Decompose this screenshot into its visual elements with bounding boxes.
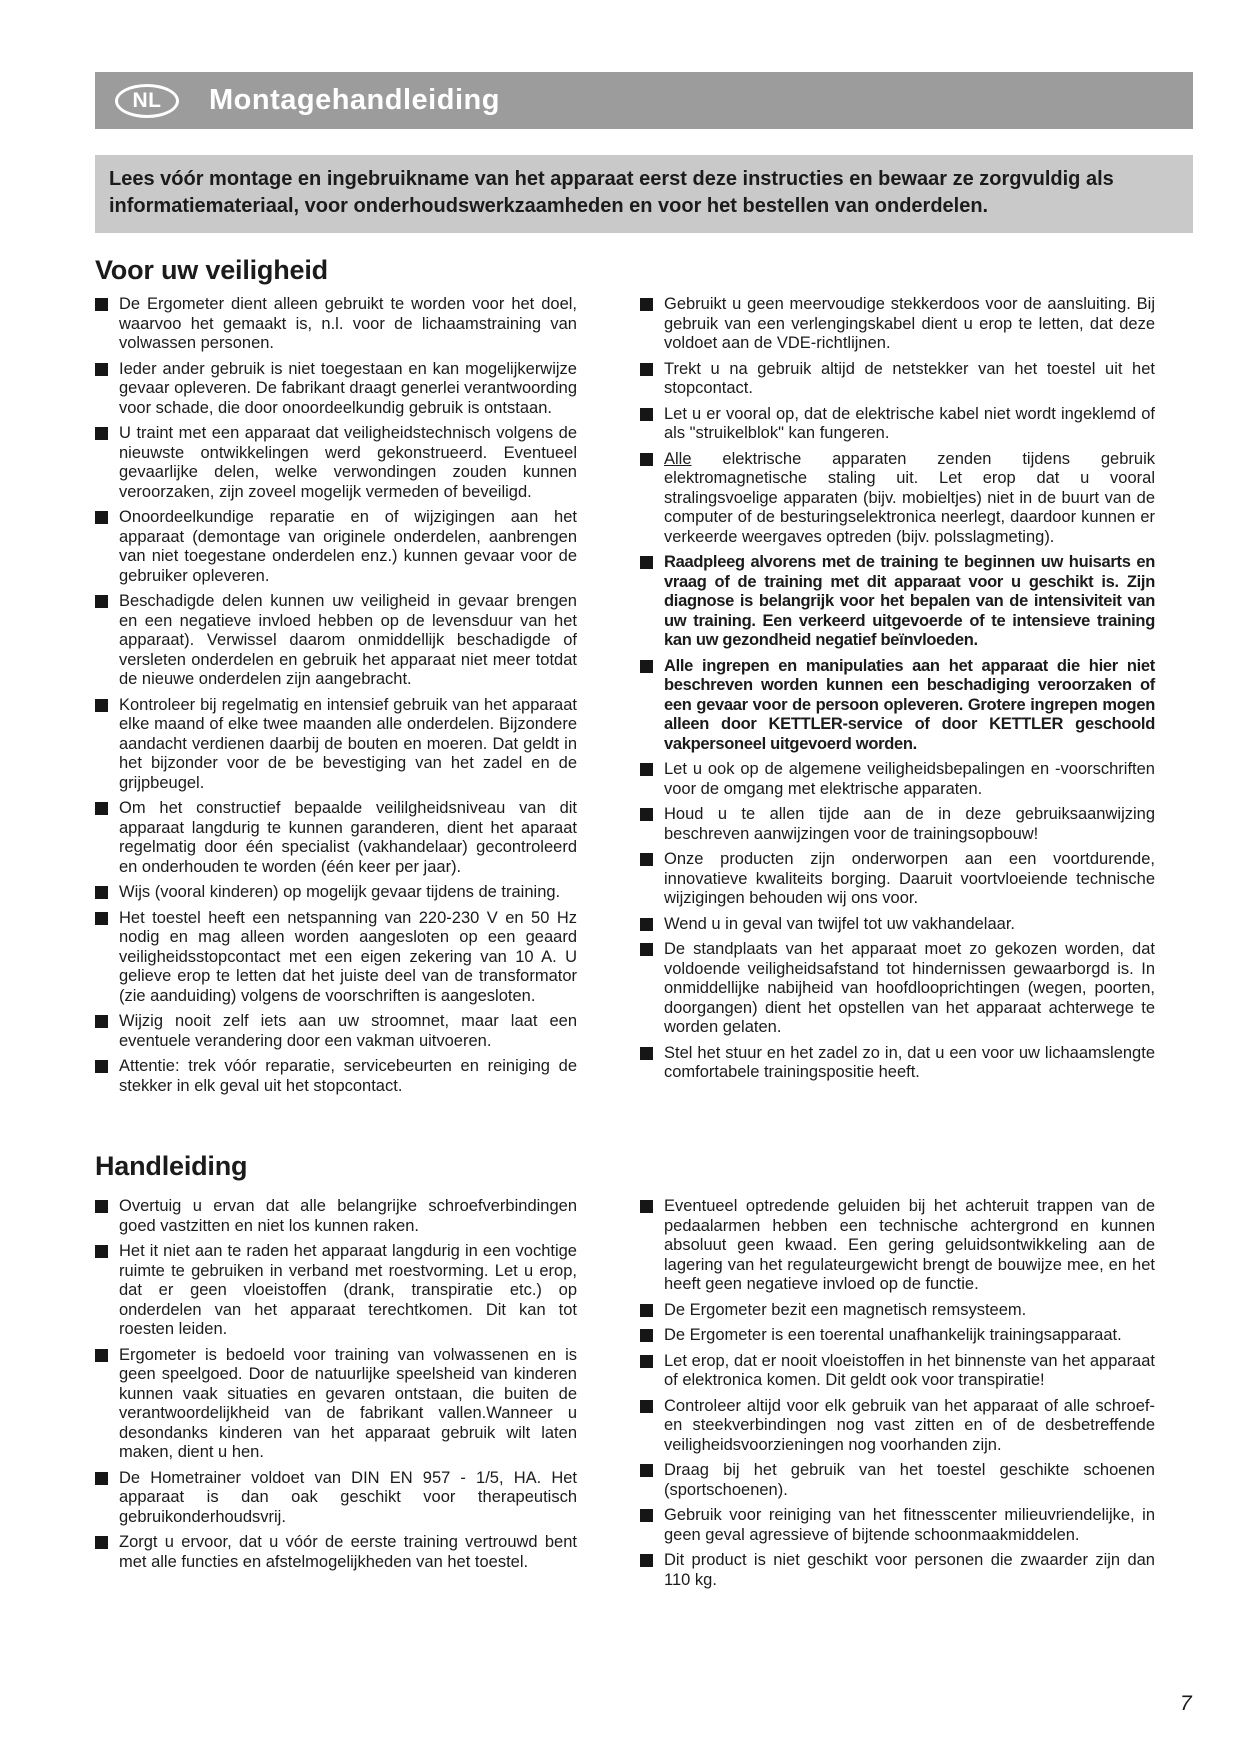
bullet-square-icon: [95, 1245, 108, 1258]
page-number: 7: [1180, 1692, 1192, 1715]
bullet-square-icon: [640, 1509, 653, 1522]
language-badge: [115, 84, 179, 118]
list-item-text: Zorgt u ervoor, dat u vóór de eerste training vertrouwd bent met alle functies en afstelmogelijkheden van het toestel.: [119, 1533, 577, 1571]
bullet-square-icon: [640, 1047, 653, 1060]
section-header-bar: [95, 72, 1193, 129]
bullet-square-icon: [95, 699, 108, 712]
manual-section-heading: Handleiding: [95, 1151, 248, 1181]
list-item: [95, 1242, 577, 1340]
bullet-square-icon: [95, 1349, 108, 1362]
bullet-square-icon: [95, 595, 108, 608]
list-item-text: Overtuig u ervan dat alle belangrijke schroefverbindingen goed vastzitten en niet los kunnen raken.: [119, 1197, 577, 1235]
bullet-square-icon: [640, 660, 653, 673]
bullet-square-icon: [640, 1400, 653, 1413]
list-item: [640, 1301, 1155, 1321]
list-item: [640, 1352, 1155, 1391]
bullet-square-icon: [95, 1472, 108, 1485]
list-item-text: Raadpleeg alvorens met de training te beginnen uw huisarts en vraag of de training met dit apparaat voor u geschikt is. Zijn diagnose is belangrijk voor het bepalen van de intensiviteit van uw training. Een verkeerd uitgevoerde of te intensieve training kan uw gezondheid negatief beïnvloeden.: [664, 553, 1155, 649]
list-item-text: De Ergometer dient alleen gebruikt te worden voor het doel, waarvoo het gemaakt is, n.l. voor de lichaamstraining van volwassen personen.: [119, 295, 577, 352]
bullet-square-icon: [95, 298, 108, 311]
list-item: [95, 696, 577, 794]
list-item-text: Gebruikt u geen meervoudige stekkerdoos voor de aansluiting. Bij gebruik van een verlengingskabel dient u erop te letten, dat deze voldoet aan de VDE-richtlijnen.: [664, 295, 1155, 352]
bullet-square-icon: [95, 1200, 108, 1213]
bullet-square-icon: [640, 1355, 653, 1368]
list-item: [95, 424, 577, 502]
list-item-text: Ieder ander gebruik is niet toegestaan en kan mogelijkerwijze gevaar opleveren. De fabrikant draagt generlei verantwoording voor schade, die door onoordeelkundig gebruik is ontstaan.: [119, 359, 577, 417]
list-item: [640, 1461, 1155, 1500]
list-item-text: Alle elektrische apparaten zenden tijdens gebruik elektromagnetische staling uit. Let erop dat u vooral stralingsvoelige apparaten (bijv. mobieltjes) niet in de buurt van de computer of de besturingselektronica neerlegt, daardoor kunnen er verkeerde weergaves optreden (bijv. polsslagmeting).: [664, 449, 1155, 546]
list-item: [640, 1551, 1155, 1590]
intro-notice: [95, 155, 1193, 233]
bullet-square-icon: [95, 886, 108, 899]
list-item-text: Het it niet aan te raden het apparaat langdurig in een vochtige ruimte te gebruiken in verband met roestvorming. Let u erop, dat er geen vloeistoffen (drank, transpiratie etc.) op onderdelen van het apparaat terechtkomen. Dit kan tot roesten leiden.: [119, 1242, 577, 1338]
list-item: [95, 360, 577, 419]
list-item: [95, 1346, 577, 1463]
page-title: Montagehandleiding: [209, 84, 500, 116]
list-item: [640, 360, 1155, 399]
bullet-square-icon: [95, 511, 108, 524]
list-item: [95, 1469, 577, 1528]
bullet-square-icon: [640, 808, 653, 821]
list-item-text: Dit product is niet geschikt voor personen die zwaarder zijn dan 110 kg.: [664, 1551, 1155, 1589]
manual-left-column: [95, 1197, 577, 1596]
list-item-text: Attentie: trek vóór reparatie, servicebeurten en reiniging de stekker in elk geval uit het stopcontact.: [119, 1057, 577, 1095]
list-item: [640, 1197, 1155, 1295]
list-item: [640, 940, 1155, 1038]
list-item-text: Om het constructief bepaalde veililgheidsniveau van dit apparaat langdurig te kunnen garanderen, dient het aparaat regelmatig door één specialist (vakhandelaar) gecontroleerd en onderhouden te worden (één keer per jaar).: [119, 799, 577, 876]
bullet-square-icon: [640, 1329, 653, 1342]
list-item-text: De standplaats van het apparaat moet zo gekozen worden, dat voldoende veiligheidsafstand tot hindernissen gewaarborgd is. In onmiddellijke nabijheid van hoofdlooprichtingen (wegen, poorten, doorgangen) dient het opstellen van het apparaat achterwege te worden gelaten.: [664, 940, 1155, 1036]
bullet-square-icon: [640, 1554, 653, 1567]
bullet-square-icon: [95, 802, 108, 815]
bullet-square-icon: [95, 427, 108, 440]
list-item: [95, 508, 577, 586]
bullet-square-icon: [640, 1200, 653, 1213]
safety-section-heading: Voor uw veiligheid: [95, 255, 328, 285]
list-item: [640, 405, 1155, 444]
bullet-square-icon: [95, 1060, 108, 1073]
list-item-text: Alle ingrepen en manipulaties aan het apparaat die hier niet beschreven worden kunnen een beschadiging veroorzaken of een gevaar voor de persoon opleveren. Grotere ingrepen mogen alleen door KETTLER-service of door KETTLER geschoold vakpersoneel uitgevoerd worden.: [664, 656, 1155, 753]
list-item: [640, 450, 1155, 548]
list-item-text: Onoordeelkundige reparatie en of wijzigingen aan het apparaat (demontage van originele onderdelen, aanbrengen van niet toegestane onderdelen enz.) kunnen gevaar voor de gebruiker opleveren.: [119, 508, 577, 585]
list-item-text: Let u ook op de algemene veiligheidsbepalingen en -voorschriften voor de omgang met elektrische apparaten.: [664, 760, 1155, 798]
list-item-text: Het toestel heeft een netspanning van 220-230 V en 50 Hz nodig en mag alleen worden aangesloten op een geaard veiligheidsstopcontact met een eigen zekering van 10 A. U gelieve erop te letten dat het juiste deel van de transformator (zie aanduiding) volgens de voorschriften is aangesloten.: [119, 908, 577, 1005]
list-item: [95, 799, 577, 877]
list-item: [95, 295, 577, 354]
bullet-square-icon: [640, 453, 653, 466]
list-item-text: De Ergometer is een toerental unafhankelijk trainingsapparaat.: [664, 1326, 1122, 1344]
list-item: [640, 1044, 1155, 1083]
list-item: [640, 850, 1155, 909]
intro-notice-text: Lees vóór montage en ingebruikname van het apparaat eerst deze instructies en bewaar ze zorgvuldig als informatiemateriaal, voor onderhoudswerkzaamheden en voor het bestellen van onderdelen.: [109, 168, 1114, 217]
manual-columns: [95, 1197, 1155, 1596]
list-item: [640, 657, 1155, 755]
bullet-square-icon: [640, 298, 653, 311]
list-item: [640, 1397, 1155, 1456]
list-item-text: Trekt u na gebruik altijd de netstekker van het toestel uit het stopcontact.: [664, 359, 1155, 397]
list-item: [95, 1197, 577, 1236]
list-item: [95, 909, 577, 1007]
list-item-text: Houd u te allen tijde aan de in deze gebruiksaanwijzing beschreven aanwijzingen voor de trainingsopbouw!: [664, 805, 1155, 843]
list-item-text: Eventueel optredende geluiden bij het achteruit trappen van de pedaalarmen hebben een technische achtergrond en kunnen absoluut geen kwaad. Een gering geluidsontwikkeling aan de lagering van het regulateurgewicht brengt de bouwijze mee, en het heeft geen negatieve invloed op de functie.: [664, 1197, 1155, 1293]
bullet-square-icon: [95, 912, 108, 925]
list-item: [640, 1326, 1155, 1346]
list-item-text: Onze producten zijn onderworpen aan een voortdurende, innovatieve kwaliteits borging. Daaruit voortvloeiende technische wijzigingen behouden wij ons voor.: [664, 850, 1155, 907]
list-item: [640, 915, 1155, 935]
bullet-square-icon: [95, 1015, 108, 1028]
list-item-text: Ergometer is bedoeld voor training van volwassenen en is geen speelgoed. Door de natuurlijke speelsheid van kinderen kunnen vaak situaties en gevaren ontstaan, die buiten de verantwoordelijkheid van de fabrikant vallen.Wanneer u desondanks kinderen van het apparaat gebruik wilt laten maken, dient u hen.: [119, 1345, 577, 1461]
list-item: [95, 1012, 577, 1051]
bullet-square-icon: [640, 1464, 653, 1477]
list-item: [640, 760, 1155, 799]
list-item: [640, 553, 1155, 651]
bullet-square-icon: [640, 943, 653, 956]
list-item-text: Wend u in geval van twijfel tot uw vakhandelaar.: [664, 914, 1015, 933]
list-item-text: Draag bij het gebruik van het toestel geschikte schoenen (sportschoenen).: [664, 1461, 1155, 1499]
bullet-square-icon: [95, 1536, 108, 1549]
list-item-text: U traint met een apparaat dat veiligheidstechnisch volgens de nieuwste ontwikkelingen werd gekonstrueerd. Eventueel gevaarlijke delen, welke verwondingen zouden kunnen veroorzaken, zijn zoveel mogelijk vermeden of beveiligd.: [119, 424, 577, 501]
language-badge-label: NL: [132, 88, 162, 112]
bullet-square-icon: [640, 1304, 653, 1317]
list-item: [95, 1057, 577, 1096]
bullet-square-icon: [640, 853, 653, 866]
bullet-square-icon: [95, 363, 108, 376]
safety-right-column: [640, 295, 1155, 1102]
list-item: [95, 883, 577, 903]
list-item-text: Beschadigde delen kunnen uw veiligheid in gevaar brengen en een negatieve invloed hebben op de levensduur van het apparaat). Verwissel daarom onmiddellijk beschadigde of versleten onderdelen en gebruik het apparaat niet meer totdat de nieuwe onderdelen zijn aangebracht.: [119, 592, 577, 688]
safety-left-column: [95, 295, 577, 1102]
bullet-square-icon: [640, 763, 653, 776]
list-item-text: Wijzig nooit zelf iets aan uw stroomnet, maar laat een eventuele verandering door een vakman uitvoeren.: [119, 1012, 577, 1050]
list-item-text: Stel het stuur en het zadel zo in, dat u een voor uw lichaamslengte comfortabele trainingspositie heeft.: [664, 1043, 1155, 1081]
list-item: [640, 295, 1155, 354]
list-item-text: De Hometrainer voldoet van DIN EN 957 - 1/5, HA. Het apparaat is dan oak geschikt voor therapeutisch gebruikonderhoudsvrij.: [119, 1468, 577, 1526]
safety-columns: [95, 295, 1155, 1102]
list-item-text: Wijs (vooral kinderen) op mogelijk gevaar tijdens de training.: [119, 883, 561, 901]
list-item-text: Let u er vooral op, dat de elektrische kabel niet wordt ingeklemd of als "struikelblok" kan fungeren.: [664, 404, 1155, 442]
list-item: [95, 592, 577, 690]
list-item-text: Gebruik voor reiniging van het fitnesscenter milieuvriendelijke, in geen geval agressieve of bijtende schoonmaakmiddelen.: [664, 1506, 1155, 1544]
bullet-square-icon: [640, 556, 653, 569]
list-item: [95, 1533, 577, 1572]
bullet-square-icon: [640, 408, 653, 421]
list-item: [640, 1506, 1155, 1545]
list-item-text: Controleer altijd voor elk gebruik van het apparaat of alle schroef- en steekverbindingen nog vast zitten en of de desbetreffende veiligheidsvoorzieningen nog voorhanden zijn.: [664, 1396, 1155, 1454]
list-item-text: Kontroleer bij regelmatig en intensief gebruik van het apparaat elke maand of elke twee maanden alle onderdelen. Bijzondere aandacht verdienen daarbij de bouten en moeren. Dat geldt in het bijzonder voor de be bevestiging van het zadel en de grijpbeugel.: [119, 695, 577, 792]
list-item: [640, 805, 1155, 844]
bullet-square-icon: [640, 918, 653, 931]
manual-right-column: [640, 1197, 1155, 1596]
list-item-text: Let erop, dat er nooit vloeistoffen in het binnenste van het apparaat of elektronica komen. Dit geldt ook voor transpiratie!: [664, 1351, 1155, 1389]
list-item-text: De Ergometer bezit een magnetisch remsysteem.: [664, 1300, 1027, 1319]
bullet-square-icon: [640, 363, 653, 376]
